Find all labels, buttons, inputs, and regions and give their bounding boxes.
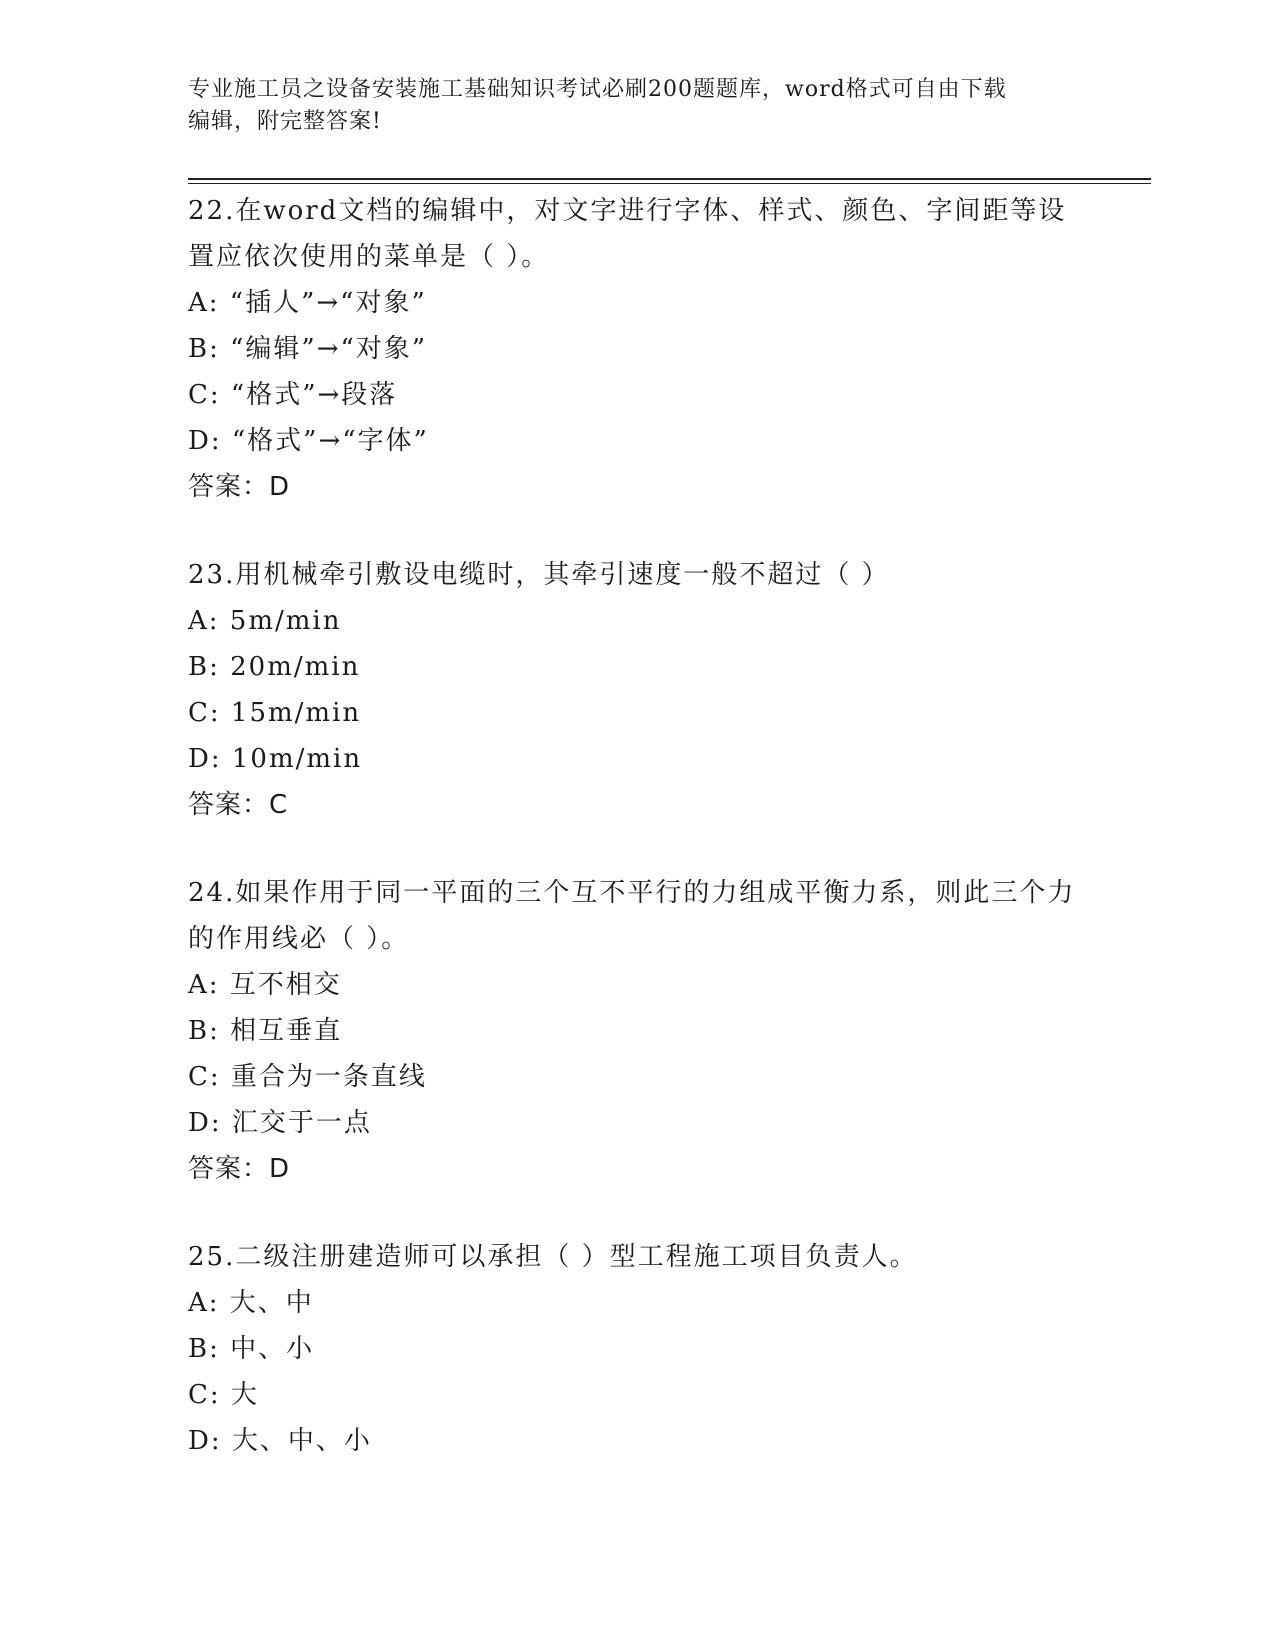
option-b: B: 相互垂直: [188, 1016, 343, 1046]
answer: 答案：C: [188, 790, 289, 820]
option-a: A: 大、中: [188, 1288, 314, 1318]
option-d: D: 大、中、小: [188, 1426, 372, 1456]
header-line-2: 编辑，附完整答案!: [188, 109, 382, 134]
option-d: D: “格式”→“字体”: [188, 426, 429, 456]
option-b: B: 20m/min: [188, 652, 361, 682]
option-a: A: “插人”→“对象”: [188, 288, 427, 318]
option-a: A: 5m/min: [188, 606, 342, 636]
option-c: C: 大: [188, 1380, 259, 1410]
question-stem: 23.用机械牵引敷设电缆时，其牵引速度一般不超过（ ）: [188, 560, 890, 590]
question-stem: 25.二级注册建造师可以承担（ ）型工程施工项目负责人。: [188, 1242, 918, 1272]
option-d: D: 汇交于一点: [188, 1108, 372, 1138]
header-rule-thick: [188, 178, 1151, 180]
option-c: C: 重合为一条直线: [188, 1062, 427, 1092]
answer: 答案：D: [188, 1154, 291, 1184]
option-c: C: 15m/min: [188, 698, 362, 728]
answer: 答案：D: [188, 472, 291, 502]
option-b: B: “编辑”→“对象”: [188, 334, 428, 364]
option-d: D: 10m/min: [188, 744, 363, 774]
question-25: [188, 1234, 1088, 1464]
question-24: [188, 870, 1088, 1192]
header-rule-thin: [188, 183, 1151, 184]
question-stem: 24.如果作用于同一平面的三个互不平行的力组成平衡力系，则此三个力的作用线必（ ）。: [188, 878, 1076, 954]
document-header: [188, 74, 1088, 138]
option-b: B: 中、小: [188, 1334, 315, 1364]
question-stem: 22.在word文档的编辑中，对文字进行字体、样式、颜色、字间距等设置应依次使用的菜单是（ ）。: [188, 196, 1067, 272]
option-a: A: 互不相交: [188, 970, 342, 1000]
option-c: C: “格式”→段落: [188, 380, 398, 410]
header-line-1: 专业施工员之设备安装施工基础知识考试必刷200题题库，word格式可自由下载: [188, 77, 1007, 102]
question-23: [188, 552, 1088, 828]
question-22: [188, 188, 1088, 510]
